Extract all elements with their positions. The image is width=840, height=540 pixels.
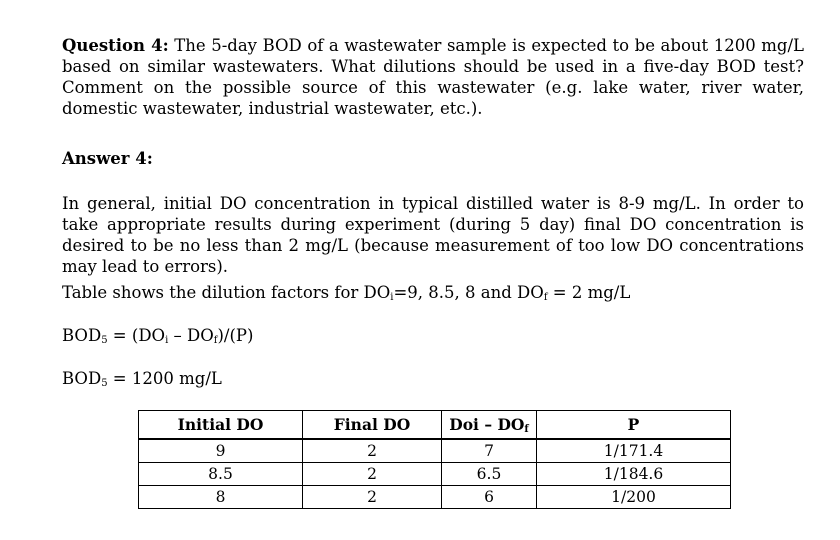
- table-row: [139, 463, 731, 486]
- bod-value-sub5: 5: [101, 378, 108, 389]
- bod-value: [62, 368, 804, 389]
- answer-heading: Answer 4:: [62, 149, 153, 168]
- cell-do-difference: 6.5: [442, 463, 537, 486]
- table-header-row: [139, 411, 731, 440]
- header-diff-prefix: Doi – DO: [449, 415, 525, 434]
- table-row: [139, 439, 731, 463]
- dilution-table: [138, 410, 731, 509]
- cell-final-do: 2: [303, 439, 442, 463]
- table-intro-middle: =9, 8.5, 8 and DO: [393, 283, 544, 302]
- cell-p: 1/200: [537, 486, 731, 509]
- answer-paragraph: In general, initial DO concentration in typical distilled water is 8-9 mg/L. In order to take appropriate results during experiment (during 5 day) final DO concentration is desired to be no less than 2 mg/L (because measurement of too low DO concentrations may lead to errors).: [62, 194, 804, 276]
- cell-do-difference: 7: [442, 439, 537, 463]
- formula-sub-f: f: [213, 335, 218, 346]
- header-do-difference: [442, 411, 537, 440]
- bod-value-rest: = 1200 mg/L: [107, 369, 222, 388]
- header-p: P: [537, 411, 731, 440]
- question-label: Question 4:: [62, 36, 169, 55]
- formula-close: )/(P): [217, 326, 254, 345]
- table-intro-sub-f: f: [543, 292, 548, 303]
- question-text: The 5-day BOD of a wastewater sample is expected to be about 1200 mg/L based on similar wastewaters. What dilutions should be used in a five-day BOD test? Comment on the possible source of this wastewater (e.g. lake water, river water, domestic wastewater, industrial wastewater, etc.).: [62, 36, 804, 118]
- formula-sub-i: i: [165, 335, 169, 346]
- header-diff-sub: f: [524, 424, 529, 435]
- cell-p: 1/171.4: [537, 439, 731, 463]
- bod-formula: [62, 325, 804, 346]
- cell-initial-do: 8: [139, 486, 303, 509]
- formula-eq-open: = (DO: [107, 326, 166, 345]
- bod-value-bod: BOD: [62, 369, 102, 388]
- table-intro-prefix: Table shows the dilution factors for DO: [62, 283, 391, 302]
- table-row: [139, 486, 731, 509]
- table-intro-suffix: = 2 mg/L: [547, 283, 631, 302]
- question-paragraph: [62, 35, 804, 119]
- formula-bod: BOD: [62, 326, 102, 345]
- cell-final-do: 2: [303, 486, 442, 509]
- formula-sub5: 5: [101, 335, 108, 346]
- table-intro: [62, 282, 804, 303]
- formula-minus: – DO: [168, 326, 214, 345]
- cell-final-do: 2: [303, 463, 442, 486]
- header-initial-do: Initial DO: [139, 411, 303, 440]
- table-intro-sub-i: i: [390, 292, 394, 303]
- cell-initial-do: 9: [139, 439, 303, 463]
- cell-p: 1/184.6: [537, 463, 731, 486]
- cell-initial-do: 8.5: [139, 463, 303, 486]
- header-final-do: Final DO: [303, 411, 442, 440]
- cell-do-difference: 6: [442, 486, 537, 509]
